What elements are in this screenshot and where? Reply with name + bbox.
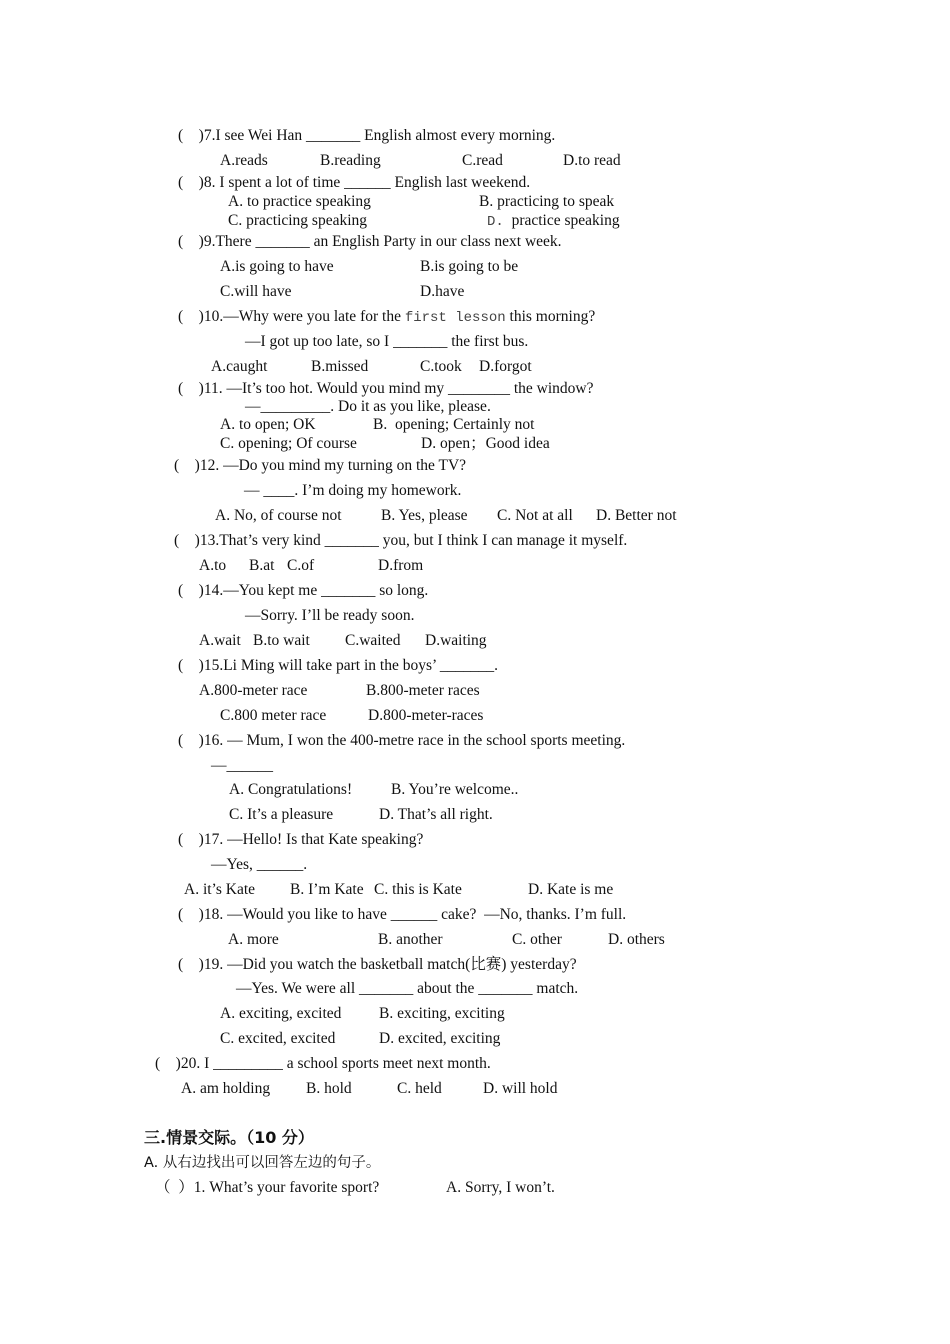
question-11-reply: —_________. Do it as you like, please. xyxy=(245,398,491,415)
question-14-option-c: C.waited xyxy=(345,632,401,649)
question-13-option-a: A.to xyxy=(199,557,227,574)
question-17-option-c: C. this is Kate xyxy=(374,881,462,898)
question-18-option-a: A. more xyxy=(228,931,279,948)
question-8-option-d-text: practice speaking xyxy=(511,212,620,229)
question-19-option-a: A. exciting, excited xyxy=(220,1005,342,1022)
question-7-option-d: D.to read xyxy=(563,152,621,169)
question-8-stem: ( )8. I spent a lot of time ______ English last weekend. xyxy=(178,174,531,191)
question-8-option-d-letter: D. xyxy=(487,214,504,230)
section-3-part-a-instruction: A. 从右边找出可以回答左边的句子。 xyxy=(144,1155,381,1171)
question-10-stem-start: ( )10.—Why were you late for the xyxy=(178,308,405,325)
question-16-option-b: B. You’re welcome.. xyxy=(391,781,519,798)
question-19-option-c: C. excited, excited xyxy=(220,1030,336,1047)
question-12-stem: ( )12. —Do you mind my turning on the TV? xyxy=(174,457,467,474)
question-14-option-a: A.wait xyxy=(199,632,241,649)
question-12-option-a: A. No, of course not xyxy=(215,507,342,524)
question-19-stem: ( )19. —Did you watch the basketball match(比赛) yesterday? xyxy=(178,956,577,973)
section-3-title: 三.情景交际。（10 分） xyxy=(144,1128,314,1147)
question-12-reply: — ____. I’m doing my homework. xyxy=(244,482,462,499)
question-15-option-d: D.800-meter-races xyxy=(368,707,484,724)
question-15-option-a: A.800-meter race xyxy=(199,682,308,699)
question-9-stem: ( )9.There _______ an English Party in our class next week. xyxy=(178,233,562,250)
question-8-option-b: B. practicing to speak xyxy=(479,193,615,210)
question-7-option-a: A.reads xyxy=(220,152,268,169)
question-11-option-b: B. opening; Certainly not xyxy=(373,416,535,433)
question-8-option-a: A. to practice speaking xyxy=(228,193,371,210)
question-7-option-b: B.reading xyxy=(320,152,381,169)
question-20-stem: ( )20. I _________ a school sports meet next month. xyxy=(155,1055,491,1072)
question-20-option-b: B. hold xyxy=(306,1080,352,1097)
question-10-option-a: A.caught xyxy=(211,358,268,375)
question-16-reply: —______ xyxy=(211,757,273,774)
question-12-option-d: D. Better not xyxy=(596,507,677,524)
question-18-option-b: B. another xyxy=(378,931,443,948)
question-15-option-b: B.800-meter races xyxy=(366,682,480,699)
question-16-option-c: C. It’s a pleasure xyxy=(229,806,334,823)
question-18-option-d: D. others xyxy=(608,931,665,948)
section-3-item-1-left: （ ）1. What’s your favorite sport? xyxy=(155,1179,380,1196)
question-11-option-d: D. open；Good idea xyxy=(421,435,550,452)
question-15-stem: ( )15.Li Ming will take part in the boys’ _______. xyxy=(178,657,498,674)
question-8-option-c: C. practicing speaking xyxy=(228,212,368,229)
question-9-option-d: D.have xyxy=(420,283,465,300)
question-13-option-b: B.at xyxy=(249,557,275,574)
question-16-stem: ( )16. — Mum, I won the 400-metre race in the school sports meeting. xyxy=(178,732,626,749)
question-10-option-b: B.missed xyxy=(311,358,369,375)
question-9-option-b: B.is going to be xyxy=(420,258,519,275)
question-19-option-b: B. exciting, exciting xyxy=(379,1005,505,1022)
question-14-reply: —Sorry. I’ll be ready soon. xyxy=(245,607,415,624)
question-10-stem-mono: first lesson xyxy=(404,310,506,326)
section-3-item-1-right: A. Sorry, I won’t. xyxy=(446,1179,555,1196)
question-9-option-a: A.is going to have xyxy=(220,258,334,275)
question-17-option-d: D. Kate is me xyxy=(528,881,614,898)
question-20-option-a: A. am holding xyxy=(181,1080,271,1097)
question-18-option-c: C. other xyxy=(512,931,562,948)
question-8-option-d xyxy=(487,212,620,231)
question-17-option-b: B. I’m Kate xyxy=(290,881,364,898)
question-16-option-a: A. Congratulations! xyxy=(229,781,353,798)
question-13-stem: ( )13.That’s very kind _______ you, but I think I can manage it myself. xyxy=(174,532,628,549)
question-13-option-c: C.of xyxy=(287,557,315,574)
question-18-stem: ( )18. —Would you like to have ______ cake? —No, thanks. I’m full. xyxy=(178,906,627,923)
question-14-option-b: B.to wait xyxy=(253,632,310,649)
question-14-option-d: D.waiting xyxy=(425,632,487,649)
question-11-stem: ( )11. —It’s too hot. Would you mind my ________ the window? xyxy=(178,380,594,397)
question-7-stem: ( )7.I see Wei Han _______ English almost every morning. xyxy=(178,127,556,144)
question-10-option-c: C.took xyxy=(420,358,462,375)
question-16-option-d: D. That’s all right. xyxy=(379,806,493,823)
question-13-option-d: D.from xyxy=(378,557,424,574)
question-20-option-c: C. held xyxy=(397,1080,442,1097)
question-7-option-c: C.read xyxy=(462,152,503,169)
question-9-option-c: C.will have xyxy=(220,283,292,300)
question-17-reply: —Yes, ______. xyxy=(211,856,308,873)
question-19-reply: —Yes. We were all _______ about the _______ match. xyxy=(236,980,579,997)
question-11-option-c: C. opening; Of course xyxy=(220,435,357,452)
question-12-option-b: B. Yes, please xyxy=(381,507,468,524)
question-10-stem-end: this morning? xyxy=(505,308,596,325)
question-10-reply: —I got up too late, so I _______ the first bus. xyxy=(245,333,529,350)
question-12-option-c: C. Not at all xyxy=(497,507,573,524)
question-19-option-d: D. excited, exciting xyxy=(379,1030,501,1047)
question-20-option-d: D. will hold xyxy=(483,1080,558,1097)
question-11-option-a: A. to open; OK xyxy=(220,416,316,433)
question-17-stem: ( )17. —Hello! Is that Kate speaking? xyxy=(178,831,424,848)
question-10-option-d: D.forgot xyxy=(479,358,532,375)
question-10-stem xyxy=(178,308,595,327)
question-14-stem: ( )14.—You kept me _______ so long. xyxy=(178,582,429,599)
question-15-option-c: C.800 meter race xyxy=(220,707,327,724)
question-17-option-a: A. it’s Kate xyxy=(184,881,256,898)
